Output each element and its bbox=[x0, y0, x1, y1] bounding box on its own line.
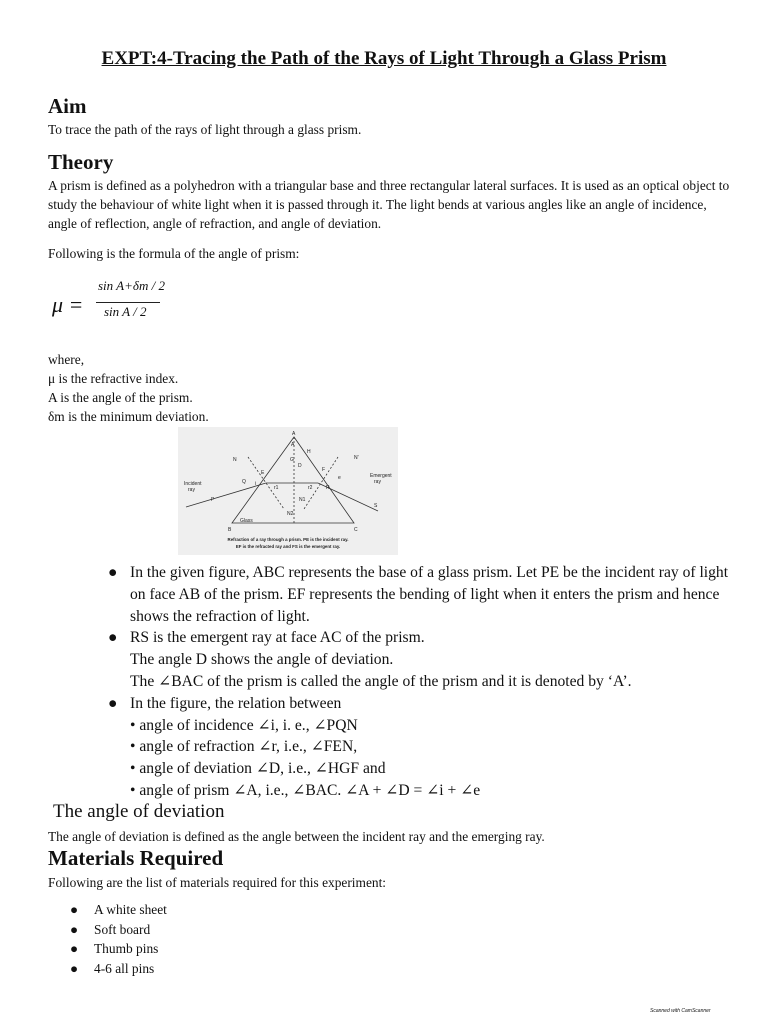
bullet-text: In the figure, the relation between bbox=[130, 694, 342, 712]
def-refractive-index: μ is the refractive index. bbox=[48, 371, 179, 386]
prism-diagram bbox=[178, 427, 398, 555]
label-f: F bbox=[322, 467, 326, 473]
bullet-subline: • angle of incidence ∠i, i. e., ∠PQN bbox=[130, 716, 358, 734]
materials-list bbox=[70, 900, 167, 978]
label-b: B bbox=[228, 527, 232, 533]
figure-explanation-list bbox=[108, 562, 738, 802]
bullet-dot: ● bbox=[70, 921, 79, 937]
bullet-dot: ● bbox=[70, 902, 79, 917]
bullet-text: The ∠BAC of the prism is called the angle of the prism and it is denoted by ‘A’. bbox=[130, 672, 632, 690]
label-emergent: Emergent bbox=[370, 473, 392, 479]
label-s: S bbox=[374, 503, 378, 509]
list-item bbox=[70, 959, 167, 979]
formula-lhs: μ = bbox=[52, 292, 84, 317]
label-incident-ray: ray bbox=[188, 487, 195, 493]
bullet-dot: ● bbox=[70, 941, 79, 956]
bullet-dot: ● bbox=[108, 564, 118, 581]
material-label: 4-6 all pins bbox=[94, 960, 155, 976]
page-title: EXPT:4-Tracing the Path of the Rays of Light Through a Glass Prism bbox=[101, 48, 667, 69]
bullet-dot: ● bbox=[70, 960, 79, 976]
bullet-dot: ● bbox=[108, 694, 118, 712]
label-emergent-ray: ray bbox=[374, 479, 381, 485]
formula-denominator: sin A / 2 bbox=[104, 304, 147, 319]
bullet-subline: • angle of deviation ∠D, i.e., ∠HGF and bbox=[130, 760, 386, 778]
list-item bbox=[70, 920, 167, 940]
label-i: i bbox=[255, 481, 257, 487]
label-r2: r2 bbox=[308, 485, 313, 491]
label-n-prime: N' bbox=[354, 455, 359, 461]
deviation-text: The angle of deviation is defined as the angle between the incident ray and the emerging ray. bbox=[48, 829, 545, 844]
def-prism-angle: A is the angle of the prism. bbox=[48, 390, 193, 405]
bullet-item bbox=[108, 627, 738, 692]
theory-paragraph: A prism is defined as a polyhedron with a triangular base and three rectangular lateral surfaces. It is used as an optical object to study the behaviour of white light when it is passed through it. The light bends at various angles like an angle of incidence, angle of reflection, angle of refraction, and angle of deviation. bbox=[48, 178, 730, 231]
deviation-heading: The angle of deviation bbox=[53, 801, 225, 822]
aim-text: To trace the path of the rays of light through a glass prism. bbox=[48, 122, 362, 137]
prism-figure bbox=[178, 427, 398, 555]
prism-formula bbox=[52, 278, 172, 336]
bullet-text: RS is the emergent ray at face AC of the prism. bbox=[130, 629, 425, 647]
list-item bbox=[70, 939, 167, 959]
bullet-subline: • angle of refraction ∠r, i.e., ∠FEN, bbox=[130, 738, 358, 756]
bullet-item bbox=[108, 693, 738, 802]
bullet-item bbox=[108, 562, 738, 627]
label-h: H bbox=[307, 449, 311, 455]
bullet-subline: • angle of prism ∠A, i.e., ∠BAC. ∠A + ∠D = ∠i + ∠e bbox=[130, 781, 481, 799]
label-d: D bbox=[298, 463, 302, 469]
def-min-deviation: δm is the minimum deviation. bbox=[48, 409, 209, 424]
label-q: Q bbox=[242, 479, 246, 485]
material-label: Soft board bbox=[94, 921, 151, 937]
label-n2: N2 bbox=[287, 511, 294, 517]
fraction-bar bbox=[96, 302, 160, 303]
label-incident: Incident bbox=[184, 481, 202, 487]
aim-heading: Aim bbox=[48, 94, 87, 118]
label-e-angle: e bbox=[338, 475, 341, 481]
bullet-text: The angle D shows the angle of deviation. bbox=[130, 651, 394, 669]
label-c: C bbox=[354, 527, 358, 533]
where-label: where, bbox=[48, 352, 85, 367]
label-r: R bbox=[326, 485, 330, 491]
label-r1: r1 bbox=[274, 485, 279, 491]
label-n: N bbox=[233, 457, 237, 463]
label-a: A bbox=[292, 431, 296, 437]
label-n1: N1 bbox=[299, 497, 306, 503]
bullet-dot: ● bbox=[108, 629, 118, 647]
label-p: P bbox=[211, 497, 215, 503]
materials-heading: Materials Required bbox=[48, 846, 224, 870]
scanner-watermark: Scanned with CamScanner bbox=[650, 1008, 711, 1014]
label-glass: Glass bbox=[240, 518, 253, 524]
material-label: A white sheet bbox=[94, 902, 167, 917]
label-a-inner: A bbox=[291, 442, 295, 448]
formula-numerator: sin A+δm / 2 bbox=[98, 278, 165, 293]
list-item bbox=[70, 900, 167, 920]
figure-caption-1: Refraction of a ray through a prism. PE is the incident ray. bbox=[227, 537, 349, 542]
materials-intro: Following are the list of materials required for this experiment: bbox=[48, 875, 387, 890]
formula-intro: Following is the formula of the angle of prism: bbox=[48, 246, 300, 261]
bullet-text: In the given figure, ABC represents the base of a glass prism. Let PE be the incident ray of light on face AB of the prism. EF represents the bending of light when it enters the prism and hence shows the refraction of light. bbox=[130, 564, 729, 625]
figure-caption-2: EF is the refracted ray and FS is the emergent ray. bbox=[235, 544, 341, 549]
material-label: Thumb pins bbox=[94, 941, 159, 956]
label-g: G bbox=[290, 457, 294, 463]
label-e: E bbox=[261, 470, 265, 476]
theory-heading: Theory bbox=[48, 150, 114, 174]
